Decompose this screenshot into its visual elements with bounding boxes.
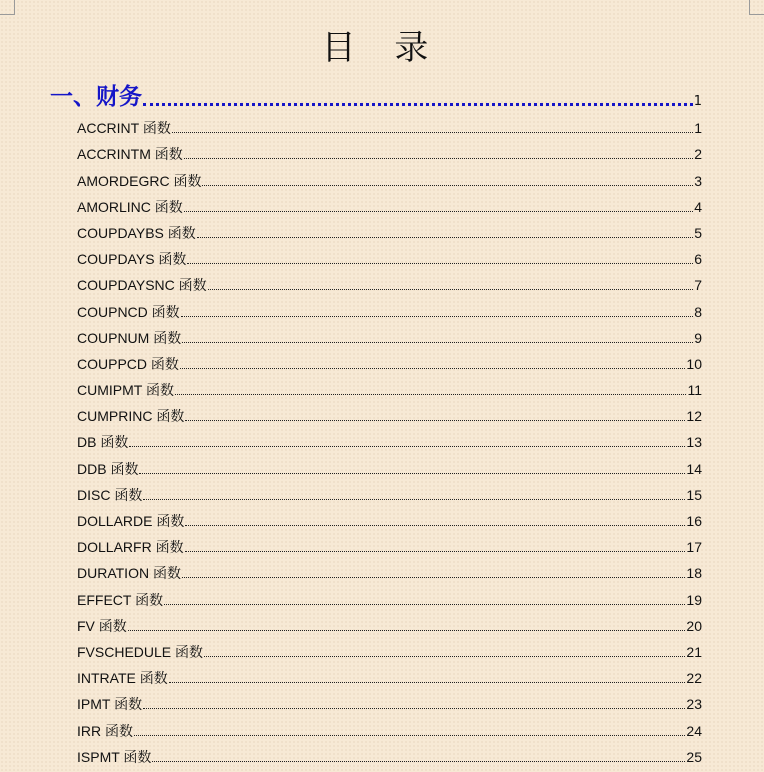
toc-entry-label: EFFECT 函数 [77,591,164,608]
toc-entry-page-number: 13 [686,434,702,451]
toc-entry-page-number: 22 [686,670,702,687]
toc-leader-dots [134,735,685,736]
toc-entry[interactable] [77,191,702,217]
toc-leader-dots [182,577,685,578]
toc-leader-dots [152,761,685,762]
toc-entry-page-number: 6 [694,251,702,268]
toc-entry-label: COUPDAYSNC 函数 [77,277,207,294]
toc-entry-page-number: 8 [694,303,702,320]
toc-entry-label: IRR 函数 [77,722,133,739]
toc-entry[interactable] [77,374,702,400]
toc-leader-dots [143,103,693,106]
toc-entry[interactable] [77,452,702,478]
toc-entry-label: DOLLARDE 函数 [77,513,185,529]
toc-entry[interactable] [77,610,702,636]
toc-entry-label: CUMIPMT 函数 [77,382,174,399]
toc-entry-page-number: 20 [686,617,702,634]
toc-entry-label: COUPDAYS 函数 [77,251,187,268]
toc-entry-label: DISC 函数 [77,486,143,503]
toc-entry-page-number: 21 [686,643,702,660]
toc-entry[interactable] [77,688,702,714]
toc-leader-dots [169,682,686,683]
toc-entry-page-number: 11 [687,382,702,399]
toc-entry-page-number: 12 [686,408,702,425]
toc-leader-dots [143,708,685,709]
toc-chapter-heading[interactable] [50,78,702,112]
toc-entry-page-number: 10 [686,355,702,372]
toc-leader-dots [187,263,693,264]
toc-entry-page-number: 19 [686,591,702,608]
toc-leader-dots [184,211,693,212]
toc-entry-label: FVSCHEDULE 函数 [77,643,204,660]
toc-entry[interactable] [77,243,702,269]
toc-entry-label: ACCRINTM 函数 [77,146,183,163]
toc-entry-label: DDB 函数 [77,460,139,477]
toc-entry-page-number: 24 [686,722,702,739]
toc-entry-page-number: 15 [686,486,702,503]
toc-leader-dots [202,185,693,186]
toc-entry-page-number: 18 [686,565,702,582]
toc-entry[interactable] [77,714,702,740]
toc-leader-dots [182,342,693,343]
table-of-contents [0,78,764,767]
toc-leader-dots [175,394,686,395]
toc-entry-page-number: 25 [686,748,702,765]
toc-entry-label: AMORLINC 函数 [77,198,183,215]
toc-leader-dots [139,473,685,474]
toc-entry-page-number: 16 [686,513,702,529]
toc-entry-label: ACCRINT 函数 [77,120,171,137]
toc-entry[interactable] [77,217,702,243]
toc-entry-label: AMORDEGRC 函数 [77,172,202,189]
toc-entry-label: FV 函数 [77,617,127,634]
toc-entry[interactable] [77,295,702,321]
toc-entry[interactable] [77,348,702,374]
page-corner-mark-right [749,0,764,15]
toc-entry[interactable] [77,322,702,348]
toc-entry-page-number: 17 [686,539,702,556]
toc-entry[interactable] [77,531,702,557]
toc-entry-page-number: 14 [686,460,702,477]
toc-leader-dots [204,656,685,657]
toc-entry-page-number: 9 [694,329,702,346]
toc-leader-dots [197,237,693,238]
toc-entry-label: INTRATE 函数 [77,670,168,687]
toc-entry[interactable] [77,426,702,452]
toc-entry-label: IPMT 函数 [77,696,143,713]
toc-entry[interactable] [77,112,702,138]
toc-entry-page-number: 3 [694,172,702,189]
toc-entry-page-number: 5 [694,224,702,241]
toc-leader-dots [128,630,686,631]
toc-leader-dots [143,499,685,500]
toc-entry[interactable] [77,479,702,505]
toc-leader-dots [180,368,686,369]
toc-entry-page-number: 7 [694,277,702,294]
toc-entry[interactable] [77,741,702,767]
toc-entry-label: DB 函数 [77,434,129,451]
toc-leader-dots [184,158,693,159]
toc-leader-dots [129,446,685,447]
toc-entry[interactable] [77,557,702,583]
toc-entry-label: ISPMT 函数 [77,748,152,765]
toc-entry[interactable] [77,400,702,426]
toc-entry[interactable] [77,164,702,190]
toc-leader-dots [185,420,685,421]
toc-entry-page-number: 4 [694,198,702,215]
toc-leader-dots [172,132,693,133]
toc-entry-list [0,112,764,767]
toc-chapter-page-number: 1 [693,94,702,109]
toc-entry-label: DURATION 函数 [77,565,181,582]
toc-leader-dots [208,289,694,290]
toc-leader-dots [185,551,686,552]
toc-entry[interactable] [77,269,702,295]
page-corner-mark-left [0,0,15,15]
toc-entry[interactable] [77,636,702,662]
toc-entry[interactable] [77,583,702,609]
toc-entry-label: DOLLARFR 函数 [77,539,184,556]
page-title: 目 录 [321,28,443,68]
toc-leader-dots [164,604,685,605]
toc-leader-dots [185,525,685,526]
toc-entry-label: COUPDAYBS 函数 [77,224,196,241]
toc-entry-label: COUPNUM 函数 [77,329,182,346]
toc-entry-page-number: 1 [694,120,702,137]
toc-entry-page-number: 23 [686,696,702,713]
toc-entry-label: COUPPCD 函数 [77,355,179,372]
toc-entry-label: CUMPRINC 函数 [77,408,185,425]
toc-entry-page-number: 2 [694,146,702,163]
toc-entry[interactable] [77,505,702,531]
toc-entry[interactable] [77,662,702,688]
toc-leader-dots [181,316,694,317]
toc-entry[interactable] [77,138,702,164]
toc-entry-label: COUPNCD 函数 [77,303,180,320]
toc-chapter-label: 一、财务 [50,83,142,110]
